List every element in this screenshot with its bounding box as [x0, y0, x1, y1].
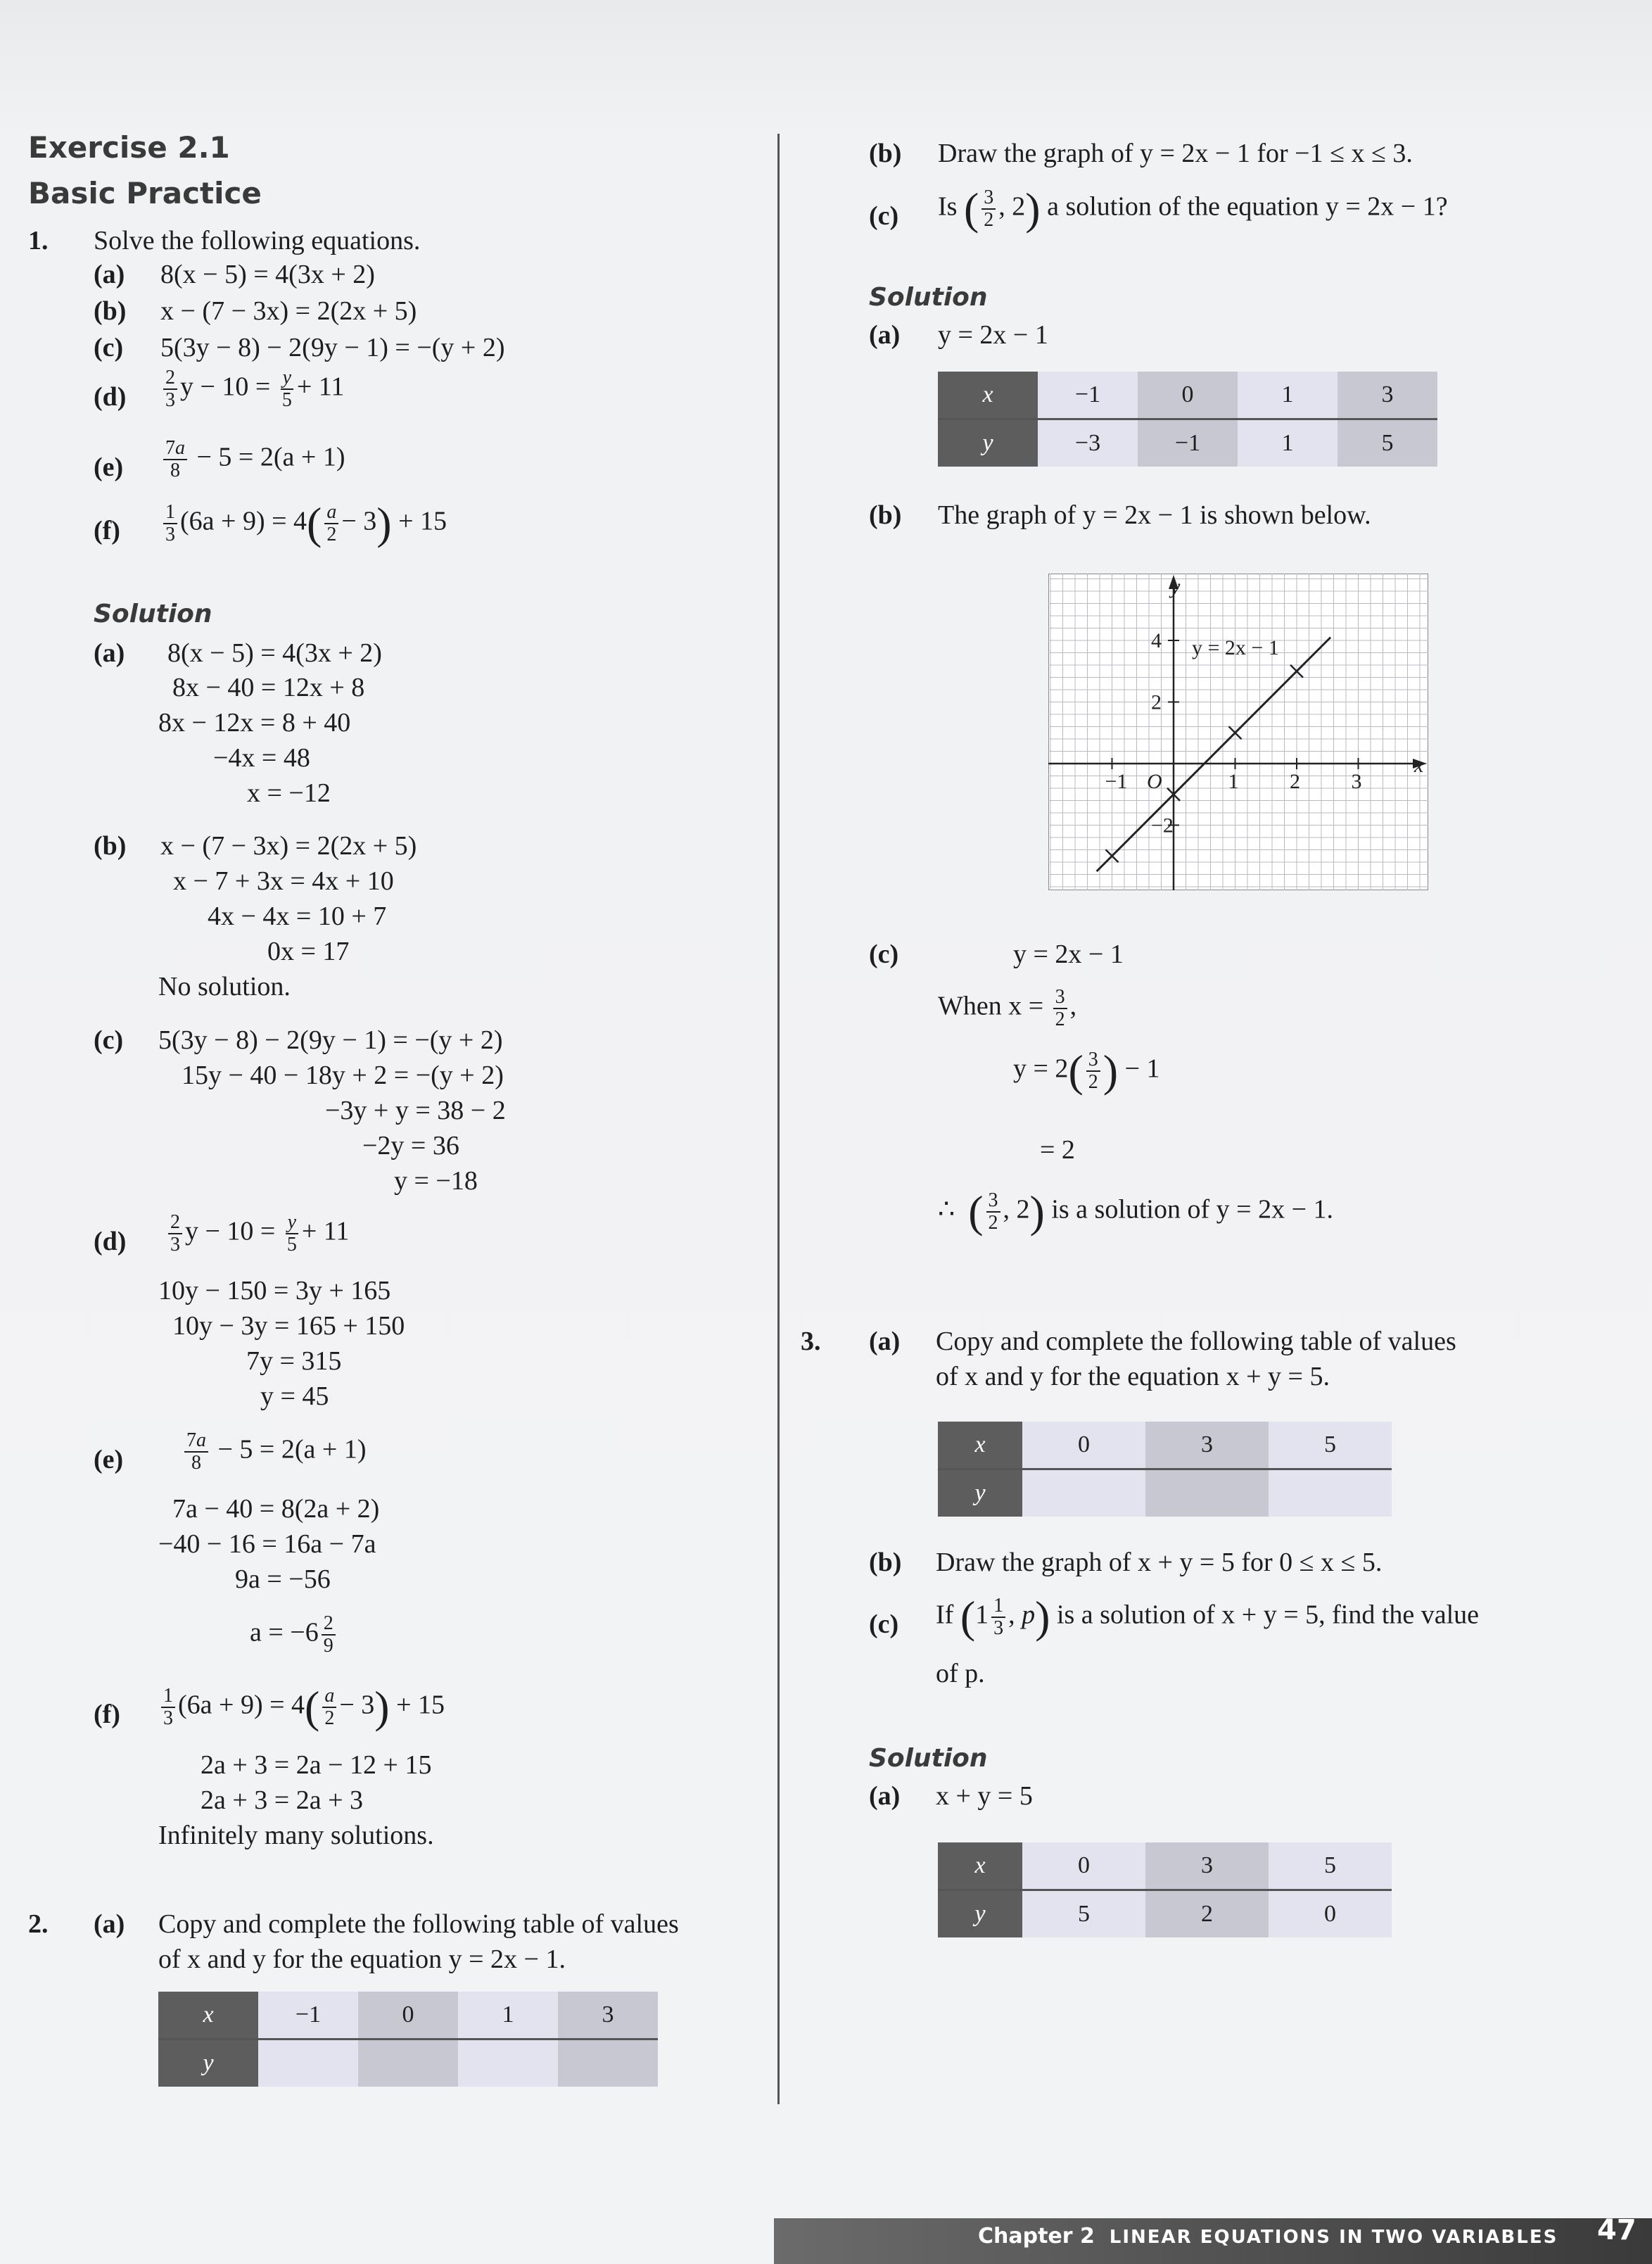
- question-number: 2.: [28, 1909, 49, 1939]
- solution-step: ∴ ( $\frac{3}{2}$ , 2) is a solution of y = 2x − 1.: [938, 1187, 1334, 1237]
- equation-text: $\frac{2}{3}$ y − 10 = $\frac{y}{5}$ + 11: [160, 367, 344, 411]
- equation-text: 8(x − 5) = 4(3x + 2): [160, 260, 375, 289]
- solution-label: Solution: [869, 283, 988, 312]
- section-title: Basic Practice: [28, 176, 262, 210]
- table-cell: [1269, 1469, 1392, 1517]
- solution-step: x − (7 − 3x) = 2(2x + 5): [160, 831, 417, 861]
- equation-text: 5(3y − 8) − 2(9y − 1) = −(y + 2): [160, 333, 505, 362]
- question-text: Copy and complete the following table of values: [936, 1327, 1456, 1356]
- question-number: 1.: [28, 226, 49, 255]
- values-table: [938, 1422, 1392, 1517]
- table-cell: 3: [558, 1992, 658, 2040]
- equation-text: $\frac{7a}{8}$ − 5 = 2(a + 1): [160, 438, 345, 481]
- table-cell: [1022, 1469, 1145, 1517]
- solution-step: −4x = 48: [213, 743, 310, 773]
- table-cell: 0: [1269, 1890, 1392, 1938]
- therefore-symbol: ∴: [938, 1194, 955, 1225]
- part-label: (b): [869, 1548, 902, 1577]
- graph-grid: [1048, 574, 1428, 890]
- part-label: (e): [94, 1445, 124, 1474]
- question-text: Draw the graph of x + y = 5 for 0 ≤ x ≤ 5.: [936, 1548, 1383, 1577]
- solution-step: The graph of y = 2x − 1 is shown below.: [938, 500, 1371, 530]
- graph-background: [1048, 574, 1428, 890]
- solution-step: Infinitely many solutions.: [158, 1821, 434, 1850]
- solution-step: x + y = 5: [936, 1781, 1033, 1811]
- table-header-x: x: [938, 372, 1038, 419]
- part-label: (e): [94, 453, 124, 482]
- question-text: Draw the graph of y = 2x − 1 for −1 ≤ x ≤ 3.: [938, 139, 1413, 168]
- column-divider: [777, 134, 780, 2104]
- solution-step: 8x − 12x = 8 + 40: [158, 708, 351, 738]
- table-cell: −1: [1138, 419, 1238, 467]
- table-cell: 5: [1022, 1890, 1145, 1938]
- table-cell: −3: [1038, 419, 1138, 467]
- x-tick-label: −1: [1105, 770, 1128, 793]
- part-label: (a): [869, 1327, 901, 1356]
- line-graph: [1048, 574, 1428, 890]
- solution-step: 4x − 4x = 10 + 7: [208, 902, 387, 931]
- table-cell: [558, 2040, 658, 2087]
- solution-step: 7y = 315: [246, 1346, 342, 1376]
- question-text: of x and y for the equation x + y = 5.: [936, 1362, 1330, 1391]
- solution-step: y = 2( $\frac{3}{2}$ ) − 1: [1013, 1046, 1160, 1096]
- solution-label: Solution: [94, 600, 212, 628]
- solution-step: 5(3y − 8) − 2(9y − 1) = −(y + 2): [158, 1025, 503, 1055]
- solution-step: 9a = −56: [235, 1564, 331, 1594]
- table-cell: 5: [1269, 1422, 1392, 1469]
- solution-step: $\frac{2}{3}$ y − 10 = $\frac{y}{5}$ + 11: [165, 1212, 349, 1256]
- table-cell: 1: [458, 1992, 558, 2040]
- table-cell: 3: [1145, 1842, 1269, 1890]
- table-cell: −1: [258, 1992, 358, 2040]
- part-label: (c): [869, 940, 899, 969]
- solution-step: 0x = 17: [267, 937, 350, 966]
- table-cell: [1145, 1469, 1269, 1517]
- values-table: [938, 372, 1437, 467]
- y-tick-label: 4: [1151, 629, 1162, 652]
- solution-step: −3y + y = 38 − 2: [325, 1096, 506, 1125]
- page-number: 47: [1597, 2214, 1637, 2246]
- table-cell: 0: [1022, 1422, 1145, 1469]
- part-label: (c): [869, 201, 899, 231]
- table-header-x: x: [938, 1842, 1022, 1890]
- solution-step: $\frac{7a}{8}$ − 5 = 2(a + 1): [182, 1430, 366, 1474]
- solution-step: 8(x − 5) = 4(3x + 2): [167, 638, 382, 668]
- table-cell: 0: [1022, 1842, 1145, 1890]
- table-header-x: x: [938, 1422, 1022, 1469]
- part-label: (b): [869, 139, 902, 168]
- part-label: (a): [94, 638, 125, 668]
- question-prompt: Solve the following equations.: [94, 226, 421, 255]
- equation-text: x − (7 − 3x) = 2(2x + 5): [160, 296, 417, 326]
- solution-label: Solution: [869, 1744, 988, 1773]
- part-label: (a): [94, 1909, 125, 1939]
- solution-step: 2a + 3 = 2a + 3: [201, 1785, 364, 1815]
- part-label: (b): [869, 500, 902, 530]
- table-cell: [358, 2040, 458, 2087]
- part-label: (d): [94, 382, 127, 412]
- table-cell: 0: [358, 1992, 458, 2040]
- table-cell: 0: [1138, 372, 1238, 419]
- solution-step: a = −6 $\frac{2}{9}$: [250, 1613, 338, 1657]
- table-cell: 1: [1238, 372, 1338, 419]
- bleed-through-text: [605, 141, 611, 167]
- line-label: y = 2x − 1: [1192, 636, 1279, 659]
- solution-step: x − 7 + 3x = 4x + 10: [173, 866, 394, 896]
- table-cell: [458, 2040, 558, 2087]
- solution-step: 8x − 40 = 12x + 8: [172, 673, 365, 702]
- table-cell: 1: [1238, 419, 1338, 467]
- part-label: (b): [94, 296, 127, 326]
- solution-step: When x = $\frac{3}{2}$ ,: [938, 986, 1077, 1030]
- equation-text: $\frac{1}{3}$ (6a + 9) = 4( $\frac{a}{2}$ − 3) + 15: [160, 501, 447, 546]
- origin-label: O: [1147, 770, 1162, 793]
- table-cell: 5: [1269, 1842, 1392, 1890]
- part-label: (c): [94, 333, 124, 362]
- solution-step: −2y = 36: [362, 1131, 459, 1161]
- x-tick-label: 1: [1228, 770, 1239, 793]
- question-text: of x and y for the equation y = 2x − 1.: [158, 1944, 566, 1974]
- y-axis-label: y: [1171, 575, 1181, 598]
- x-axis-label: x: [1414, 754, 1424, 777]
- question-text: Copy and complete the following table of values: [158, 1909, 679, 1939]
- part-label: (c): [869, 1610, 899, 1639]
- question-text: of p.: [936, 1659, 985, 1688]
- table-header-y: y: [938, 419, 1038, 467]
- table-cell: 3: [1145, 1422, 1269, 1469]
- question-text: Is ( $\frac{3}{2}$ , 2) a solution of the equation y = 2x − 1?: [938, 184, 1448, 234]
- part-label: (a): [869, 1781, 901, 1811]
- table-cell: 3: [1338, 372, 1437, 419]
- table-header-y: y: [158, 2040, 258, 2087]
- part-label: (f): [94, 1700, 120, 1729]
- solution-step: x = −12: [247, 778, 331, 808]
- solution-step: 2a + 3 = 2a − 12 + 15: [201, 1750, 432, 1780]
- table-cell: [258, 2040, 358, 2087]
- solution-step: 10y − 3y = 165 + 150: [172, 1311, 405, 1341]
- solution-step: 15y − 40 − 18y + 2 = −(y + 2): [182, 1061, 504, 1090]
- table-cell: 2: [1145, 1890, 1269, 1938]
- table-header-y: y: [938, 1890, 1022, 1938]
- values-table: [158, 1992, 658, 2087]
- solution-step: −40 − 16 = 16a − 7a: [158, 1529, 376, 1559]
- part-label: (d): [94, 1227, 127, 1256]
- solution-step: y = 2x − 1: [938, 320, 1048, 350]
- values-table: [938, 1842, 1392, 1937]
- question-number: 3.: [801, 1327, 821, 1356]
- part-label: (c): [94, 1025, 124, 1055]
- part-label: (a): [94, 260, 125, 289]
- solution-step: y = −18: [394, 1166, 478, 1196]
- y-tick-label: 2: [1151, 690, 1162, 714]
- x-tick-label: 2: [1290, 770, 1300, 793]
- part-label: (a): [869, 320, 901, 350]
- solution-step: $\frac{1}{3}$ (6a + 9) = 4( $\frac{a}{2}$ − 3) + 15: [158, 1685, 445, 1730]
- solution-step: No solution.: [158, 972, 291, 1001]
- part-label: (f): [94, 516, 120, 545]
- table-header-y: y: [938, 1469, 1022, 1517]
- chapter-footer: Chapter 2 LINEAR EQUATIONS IN TWO VARIABLES: [978, 2224, 1558, 2249]
- solution-step: y = 45: [260, 1381, 329, 1411]
- table-cell: −1: [1038, 372, 1138, 419]
- solution-step: = 2: [1040, 1135, 1075, 1165]
- table-header-x: x: [158, 1992, 258, 2040]
- solution-step: 10y − 150 = 3y + 165: [158, 1276, 391, 1305]
- part-label: (b): [94, 831, 127, 861]
- solution-step: y = 2x − 1: [1013, 940, 1124, 969]
- question-text: If (1 $\frac{1}{3}$ , p) is a solution of x + y = 5, find the value: [936, 1592, 1480, 1642]
- x-tick-label: 3: [1351, 770, 1362, 793]
- exercise-title: Exercise 2.1: [28, 130, 230, 165]
- y-tick-label: −2: [1151, 814, 1174, 837]
- table-cell: 5: [1338, 419, 1437, 467]
- solution-step: 7a − 40 = 8(2a + 2): [172, 1494, 380, 1524]
